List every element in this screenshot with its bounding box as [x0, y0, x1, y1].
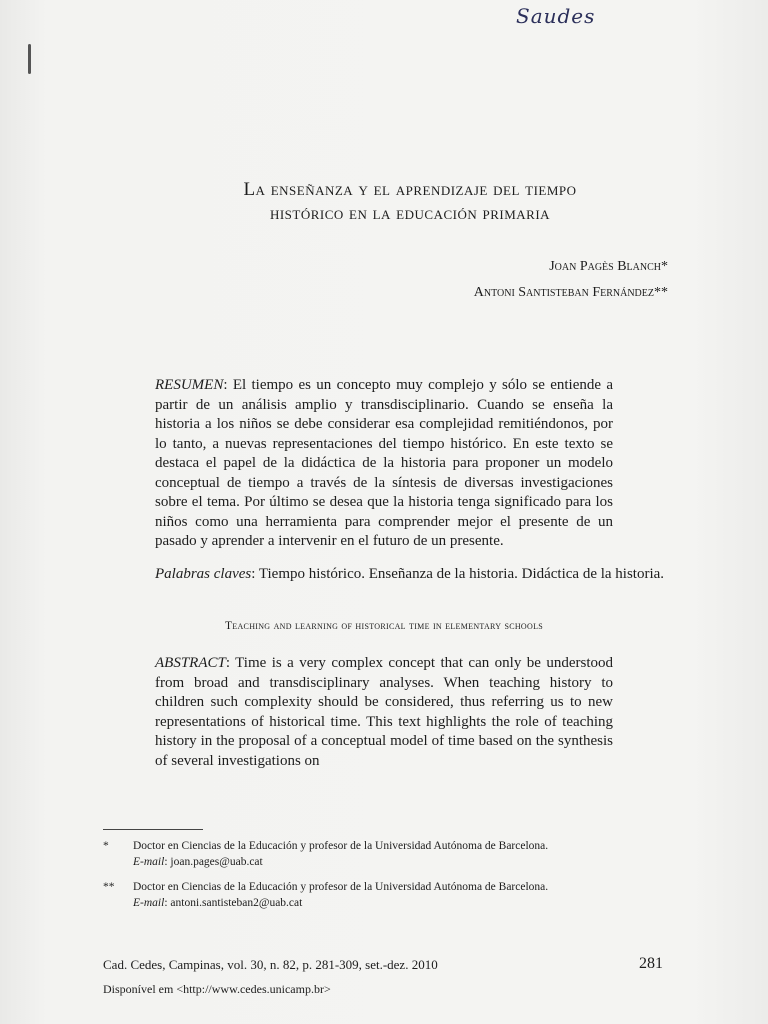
page-number: 281 [639, 955, 663, 972]
footnote-mark: * [103, 840, 109, 852]
abstract-paragraph [155, 654, 613, 771]
author-list [474, 254, 668, 306]
email-address: joan.pages@uab.cat [170, 856, 263, 868]
email-label: E-mail [133, 856, 165, 868]
footnote-text: Doctor en Ciencias de la Educación y profesor de la Universidad Autónoma de Barcelona. [133, 881, 549, 893]
resumen-paragraph [155, 376, 613, 552]
resumen-text: : El tiempo es un concepto muy complejo y sólo se entiende a partir de un análisis amplio y transdisciplinario. Cuando se enseña la historia a los niños se debe considerar esa complejidad remitiéndonos, por lo tanto, a nuevas representaciones del tiempo histórico. En este texto se destaca el papel de la didáctica de la historia para proponer un modelo conceptual de tiempo a través de la síntesis de diversas investigaciones sobre el tema. Por último se desea que la historia tenga significado para los niños como una herramienta para comprender mejor el presente de un pasado y aprender a intervenir en el futuro de un presente. [155, 377, 613, 549]
handwritten-note: Saudes [516, 4, 596, 28]
footnote-divider [103, 829, 203, 830]
citation-footer [103, 957, 663, 973]
citation-text: Cad. Cedes, Campinas, vol. 30, n. 82, p. 281-309, set.-dez. 2010 [103, 957, 438, 972]
author-2: Antoni Santisteban Fernández** [473, 285, 668, 300]
email-address: antoni.santisteban2@uab.cat [170, 897, 303, 909]
email-label: E-mail [133, 897, 165, 909]
title-line-1: La enseñanza y el aprendizaje del tiempo [243, 179, 577, 200]
resumen-label: RESUMEN [155, 377, 224, 393]
title-line-2: histórico en la educación primaria [269, 203, 551, 224]
article-title [150, 178, 670, 226]
abstract-text: : Time is a very complex concept that can only be understood from broad and transdisciplinary analyses. When teaching history to children such complexity should be considered, thus referring us to new representations of historical time. This text highlights the role of teaching history in the proposal of a conceptual model of time based on the synthesis of several investigations on [155, 655, 613, 769]
keywords-label: Palabras claves [155, 566, 252, 582]
availability-line: Disponível em <http://www.cedes.unicamp.br> [103, 982, 331, 996]
footnote-mark: ** [103, 881, 115, 893]
english-title: Teaching and learning of historical time in elementary schools [224, 620, 544, 632]
footnote-2: ** Doctor en Ciencias de la Educación y profesor de la Universidad Autónoma de Barcelona. E-mail: antoni.santisteban2@uab.cat [103, 879, 683, 911]
footnote-text: Doctor en Ciencias de la Educación y profesor de la Universidad Autónoma de Barcelona. [133, 840, 549, 852]
author-1: Joan Pagès Blanch* [549, 259, 668, 274]
footnote-1: * Doctor en Ciencias de la Educación y profesor de la Universidad Autónoma de Barcelona. E-mail: joan.pages@uab.cat [103, 838, 683, 870]
staple-mark [28, 44, 31, 74]
keywords-paragraph [155, 565, 713, 585]
keywords-text: : Tiempo histórico. Enseñanza de la historia. Didáctica de la historia. [251, 566, 665, 582]
abstract-label: ABSTRACT [155, 655, 226, 671]
